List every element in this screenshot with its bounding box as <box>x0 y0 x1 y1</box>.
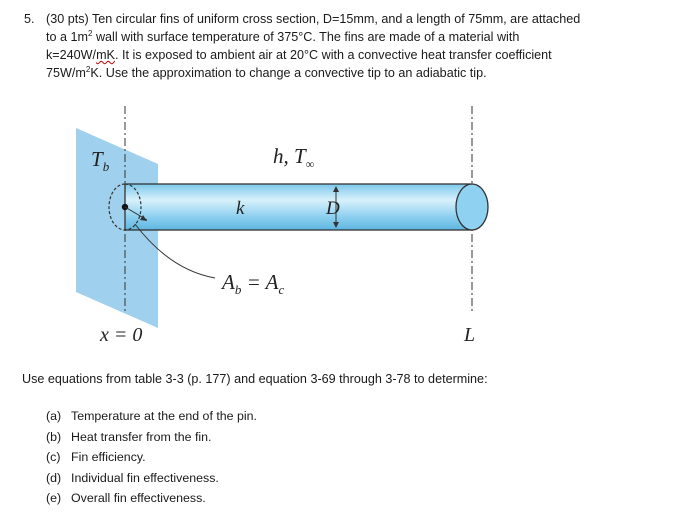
ambient-label: h, $T_\infty$ <box>273 144 315 171</box>
list-item: (e) Overall fin effectiveness. <box>46 491 206 506</box>
instructions-text: Use equations from table 3-3 (p. 177) and equation 3-69 through 3-78 to determine: <box>22 372 488 386</box>
problem-line-4: $75W/m^2K$. Use the approximation to change a convective tip to an adiabatic tip. <box>46 64 487 80</box>
fin-diagram-graphic <box>0 100 675 360</box>
fin-body <box>125 184 472 230</box>
spellcheck-underline: mK <box>96 48 115 62</box>
list-item: (c) Fin efficiency. <box>46 450 146 465</box>
area-label: $A_b = A_c$ <box>222 270 285 297</box>
length-label: L <box>464 324 476 346</box>
list-item: (a) Temperature at the end of the pin. <box>46 409 257 423</box>
base-temperature-label: $T_b$ <box>91 147 110 174</box>
diameter-label: D <box>326 198 340 219</box>
list-item: (b) Heat transfer from the fin. <box>46 429 212 444</box>
problem-statement <box>24 10 656 82</box>
problem-line-1: (30 pts) Ten circular fins of uniform cross section, D=15mm, and a length of 75mm, are attached <box>46 12 581 26</box>
x-zero-label: x = 0 <box>100 324 143 346</box>
task-list <box>46 406 257 509</box>
fin-diagram <box>0 100 675 360</box>
problem-line-3: k=240W/mK. It is exposed to ambient air at 20°C with a convective heat transfer coefficient <box>46 48 552 62</box>
problem-line-2: to a $1m^2$ wall with surface temperature of 375°C. The fins are made of a material with <box>46 28 520 44</box>
conductivity-label: k <box>236 198 245 219</box>
fin-tip <box>456 184 488 230</box>
problem-number: 5. <box>24 12 35 26</box>
list-item: (d) Individual fin effectiveness. <box>46 470 219 485</box>
